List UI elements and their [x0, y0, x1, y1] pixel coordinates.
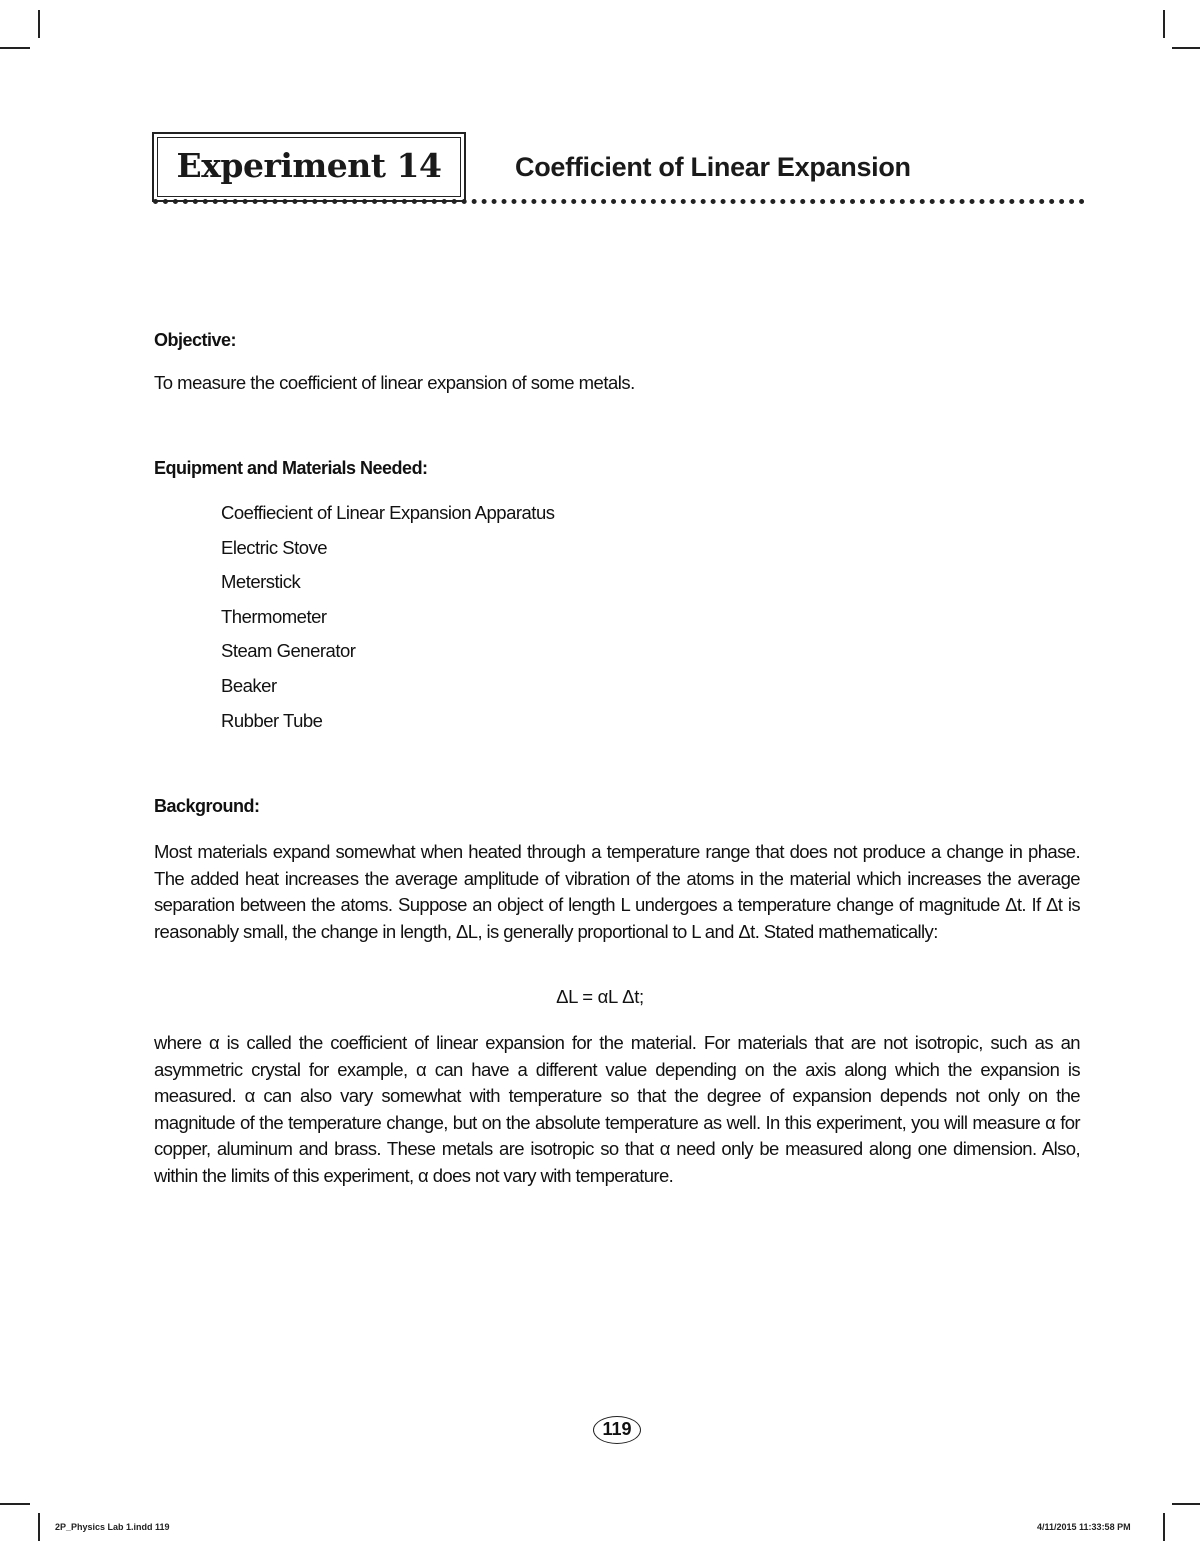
print-slug-file: 2P_Physics Lab 1.indd 119 — [55, 1522, 170, 1532]
list-item: Beaker — [221, 674, 277, 696]
list-item: Thermometer — [221, 605, 327, 627]
list-item: Steam Generator — [221, 640, 356, 662]
equipment-heading: Equipment and Materials Needed: — [154, 458, 428, 478]
background-paragraph-2: where α is called the coefficient of linear expansion for the material. For materials that are not isotropic, such as an asymmetric crystal for example, α can have a different value depending on the axis along which the expansion is measured. α can also vary somewhat with temperature so that the degree of expansion depends not only on the magnitude of the temperature change, but on the absolute temperature as well. In this experiment, you will measure α for copper, aluminum and brass. These metals are isotropic so that α need only be measured along one dimension. Also, within the limits of this experiment, α does not vary with temperature. — [154, 1032, 1080, 1186]
background-paragraph-1: Most materials expand somewhat when heated through a temperature range that does not produce a change in phase. The added heat increases the average amplitude of vibration of the atoms in the material which increases the average separation between the atoms. Suppose an object of length L undergoes a temperature change of magnitude Δt. If Δt is reasonably small, the change in length, ΔL, is generally proportional to L and Δt. Stated mathematically: — [154, 841, 1080, 942]
background-heading: Background: — [154, 796, 260, 816]
objective-heading: Objective: — [154, 330, 237, 350]
list-item: Electric Stove — [221, 536, 328, 558]
list-item: Coeffiecient of Linear Expansion Apparatus — [221, 502, 555, 523]
crop-mark — [0, 47, 30, 49]
crop-mark — [0, 1503, 30, 1505]
crop-mark — [1163, 10, 1165, 38]
equipment-list — [221, 500, 554, 742]
list-item: Rubber Tube — [221, 709, 323, 731]
experiment-label-box — [152, 132, 466, 202]
crop-mark — [1163, 1513, 1165, 1541]
dotted-rule — [153, 194, 1085, 204]
formula: ΔL = αL Δt; — [556, 986, 644, 1007]
objective-text: To measure the coefficient of linear expansion of some metals. — [154, 372, 635, 393]
list-item: Meterstick — [221, 571, 301, 593]
page-number: 119 — [593, 1416, 641, 1444]
print-slug-timestamp: 4/11/2015 11:33:58 PM — [1037, 1522, 1131, 1532]
crop-mark — [38, 10, 40, 38]
crop-mark — [38, 1513, 40, 1541]
crop-mark — [1172, 1503, 1200, 1505]
experiment-title: Coefficient of Linear Expansion — [515, 152, 911, 182]
experiment-label: Experiment 14 — [176, 146, 442, 185]
crop-mark — [1172, 47, 1200, 49]
